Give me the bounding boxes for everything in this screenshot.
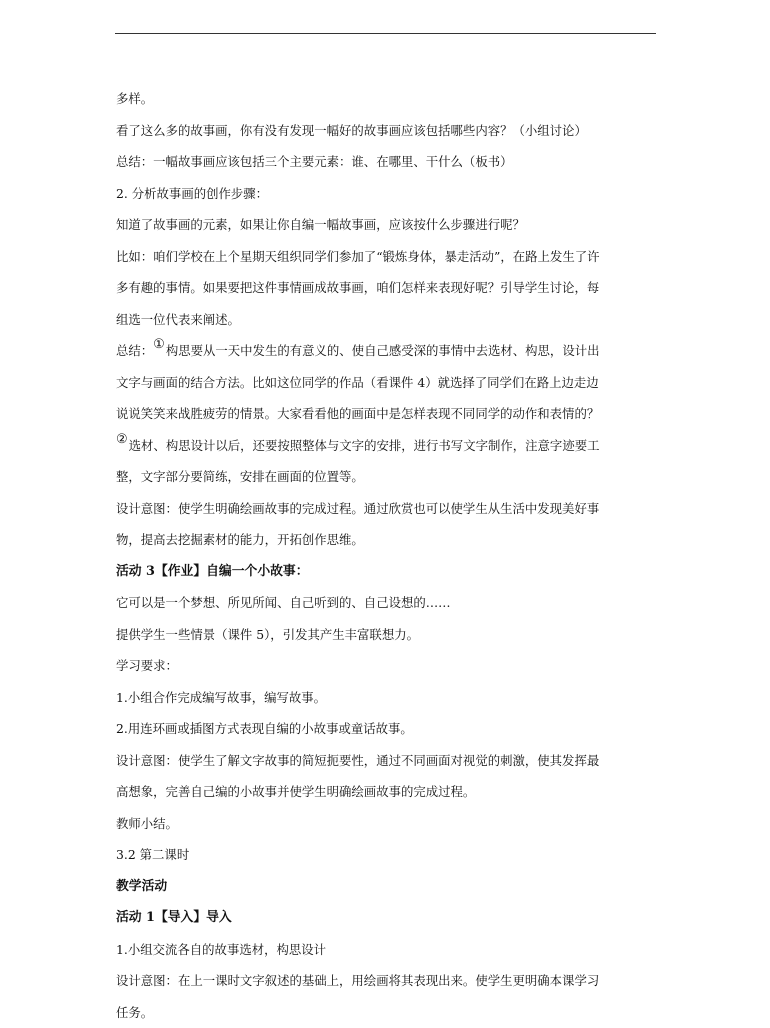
text-line: 1.小组合作完成编写故事，编写故事。 (116, 682, 656, 714)
text-line: 3.2 第二课时 (116, 839, 656, 871)
text-line: 看了这么多的故事画，你有没有发现一幅好的故事画应该包括哪些内容？（小组讨论） (116, 115, 656, 147)
text-line: 教师小结。 (116, 808, 656, 840)
circled-number-1: ① (153, 335, 165, 361)
text-line: 组选一位代表来阐述。 (116, 304, 656, 336)
header-rule (115, 33, 656, 34)
circled-number-2: ② (116, 430, 128, 456)
text-line: 1.小组交流各自的故事选材，构思设计 (116, 934, 656, 966)
text-line: 学习要求： (116, 650, 656, 682)
text-line: 知道了故事画的元素，如果让你自编一幅故事画，应该按什么步骤进行呢？ (116, 209, 656, 241)
summary-text: 构思要从一天中发生的有意义的、使自己感受深的事情中去选材、构思，设计出 (166, 343, 600, 358)
text-line: 说说笑笑来战胜疲劳的情景。大家看看他的画面中是怎样表现不同同学的动作和表情的？ (116, 398, 656, 430)
text-line: 2.用连环画或插图方式表现自编的小故事或童话故事。 (116, 713, 656, 745)
text-line: 设计意图：使学生明确绘画故事的完成过程。通过欣赏也可以使学生从生活中发现美好事 (116, 493, 656, 525)
summary-prefix: 总结： (116, 343, 153, 358)
text-line: 2. 分析故事画的创作步骤： (116, 178, 656, 210)
text-line: 多样。 (116, 83, 656, 115)
text-line: 总结：一幅故事画应该包括三个主要元素：谁、在哪里、干什么（板书） (116, 146, 656, 178)
document-body (116, 83, 656, 1028)
step-2-text: 选材、构思设计以后，还要按照整体与文字的安排，进行书写文字制作，注意字迹要工 (129, 438, 600, 453)
text-line: 它可以是一个梦想、所见所闻、自己听到的、自己设想的…… (116, 587, 656, 619)
text-line: 多有趣的事情。如果要把这件事情画成故事画，咱们怎样来表现好呢？引导学生讨论，每 (116, 272, 656, 304)
text-line: 设计意图：在上一课时文字叙述的基础上，用绘画将其表现出来。使学生更明确本课学习 (116, 965, 656, 997)
section-heading: 活动 1【导入】导入 (116, 902, 656, 934)
text-line: 设计意图：使学生了解文字故事的简短扼要性，通过不同画面对视觉的刺激，使其发挥最 (116, 745, 656, 777)
text-line-summary (116, 335, 656, 367)
text-line: 高想象，完善自己编的小故事并使学生明确绘画故事的完成过程。 (116, 776, 656, 808)
text-line: 提供学生一些情景（课件 5），引发其产生丰富联想力。 (116, 619, 656, 651)
section-heading: 活动 3【作业】自编一个小故事： (116, 556, 656, 588)
section-heading: 教学活动 (116, 871, 656, 903)
text-line: 任务。 (116, 997, 656, 1028)
text-line: 文字与画面的结合方法。比如这位同学的作品（看课件 4）就选择了同学们在路上边走边 (116, 367, 656, 399)
text-line: 整，文字部分要简练，安排在画面的位置等。 (116, 461, 656, 493)
text-line: 比如：咱们学校在上个星期天组织同学们参加了“锻炼身体，暴走活动”，在路上发生了许 (116, 241, 656, 273)
text-line-step-2 (116, 430, 656, 462)
text-line: 物，提高去挖掘素材的能力，开拓创作思维。 (116, 524, 656, 556)
